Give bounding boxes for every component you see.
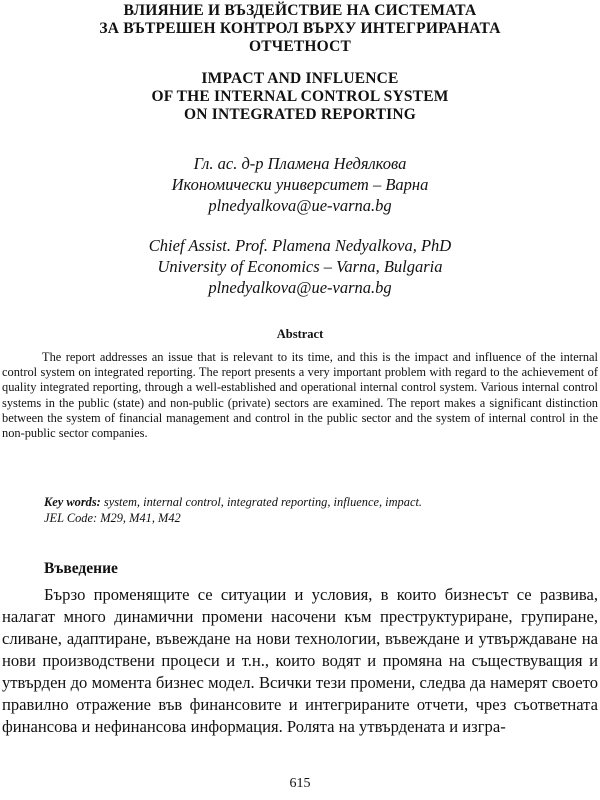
title-bg-line-2: ЗА ВЪТРЕШЕН КОНТРОЛ ВЪРХУ ИНТЕГРИРАНАТА [99, 20, 501, 37]
keywords-list: system, internal control, integrated reporting, influence, impact. [100, 495, 422, 509]
abstract-text: The report addresses an issue that is relevant to its time, and this is the impact and influence of the internal control system on integrated reporting. The report presents a very important problem with regard to the achievement of quality integrated reporting, through a well-established and operational internal control system. Various internal control systems in the public (state) and non-public (private) sectors are examined. The report makes a significant distinction between the system of financial management and control in the public sector and the system of internal control in the non-public sector companies. [2, 350, 598, 441]
title-bg-line-3: ОТЧЕТНОСТ [248, 38, 352, 55]
introduction-paragraph: Бързо променящите се ситуации и условия, в които бизнесът се развива, налагат много динамични промени насочени към преструктуриране, групиране, сливане, адаптиране, въвеждане на нови технологии, въвеждане и утвърждаване на нови производствени процеси и т.н., които водят и промяна на съществуващия и утвърден до момента бизнес модел. Всички тези промени, следва да намерят своето правилно отражение във финансовите и интегрираните отчети, чрез съответната финансова и нефинансова информация. Ролята на утвърдената и изгра- [2, 585, 598, 736]
section-heading-introduction: Въведение [44, 560, 118, 577]
keywords-block [44, 495, 422, 526]
title-bg-line-1: ВЛИЯНИЕ И ВЪЗДЕЙСТВИЕ НА СИСТЕМАТА [123, 2, 477, 19]
keywords-label: Key words: [44, 495, 101, 509]
page-number: 615 [289, 776, 311, 791]
author-affiliation-en: University of Economics – Varna, Bulgaria [157, 257, 443, 276]
author-email-bg: plnedyalkova@ue-varna.bg [208, 196, 392, 215]
abstract-heading: Abstract [276, 327, 324, 341]
title-bulgarian [0, 2, 600, 56]
author-block-bulgarian [0, 153, 600, 216]
author-block-english [0, 235, 600, 298]
title-english [0, 70, 600, 124]
author-name-bg: Гл. ас. д-р Пламена Недялкова [193, 154, 407, 173]
author-name-en: Chief Assist. Prof. Plamena Nedyalkova, PhD [148, 236, 452, 255]
title-en-line-1: IMPACT AND INFLUENCE [201, 70, 399, 87]
author-affiliation-bg: Икономически университет – Варна [171, 175, 429, 194]
author-email-en: plnedyalkova@ue-varna.bg [208, 278, 392, 297]
title-en-line-2: OF THE INTERNAL CONTROL SYSTEM [151, 88, 449, 105]
jel-code: JEL Code: M29, M41, M42 [44, 510, 181, 525]
title-en-line-3: ON INTEGRATED REPORTING [184, 106, 416, 123]
keywords-line [44, 495, 422, 511]
